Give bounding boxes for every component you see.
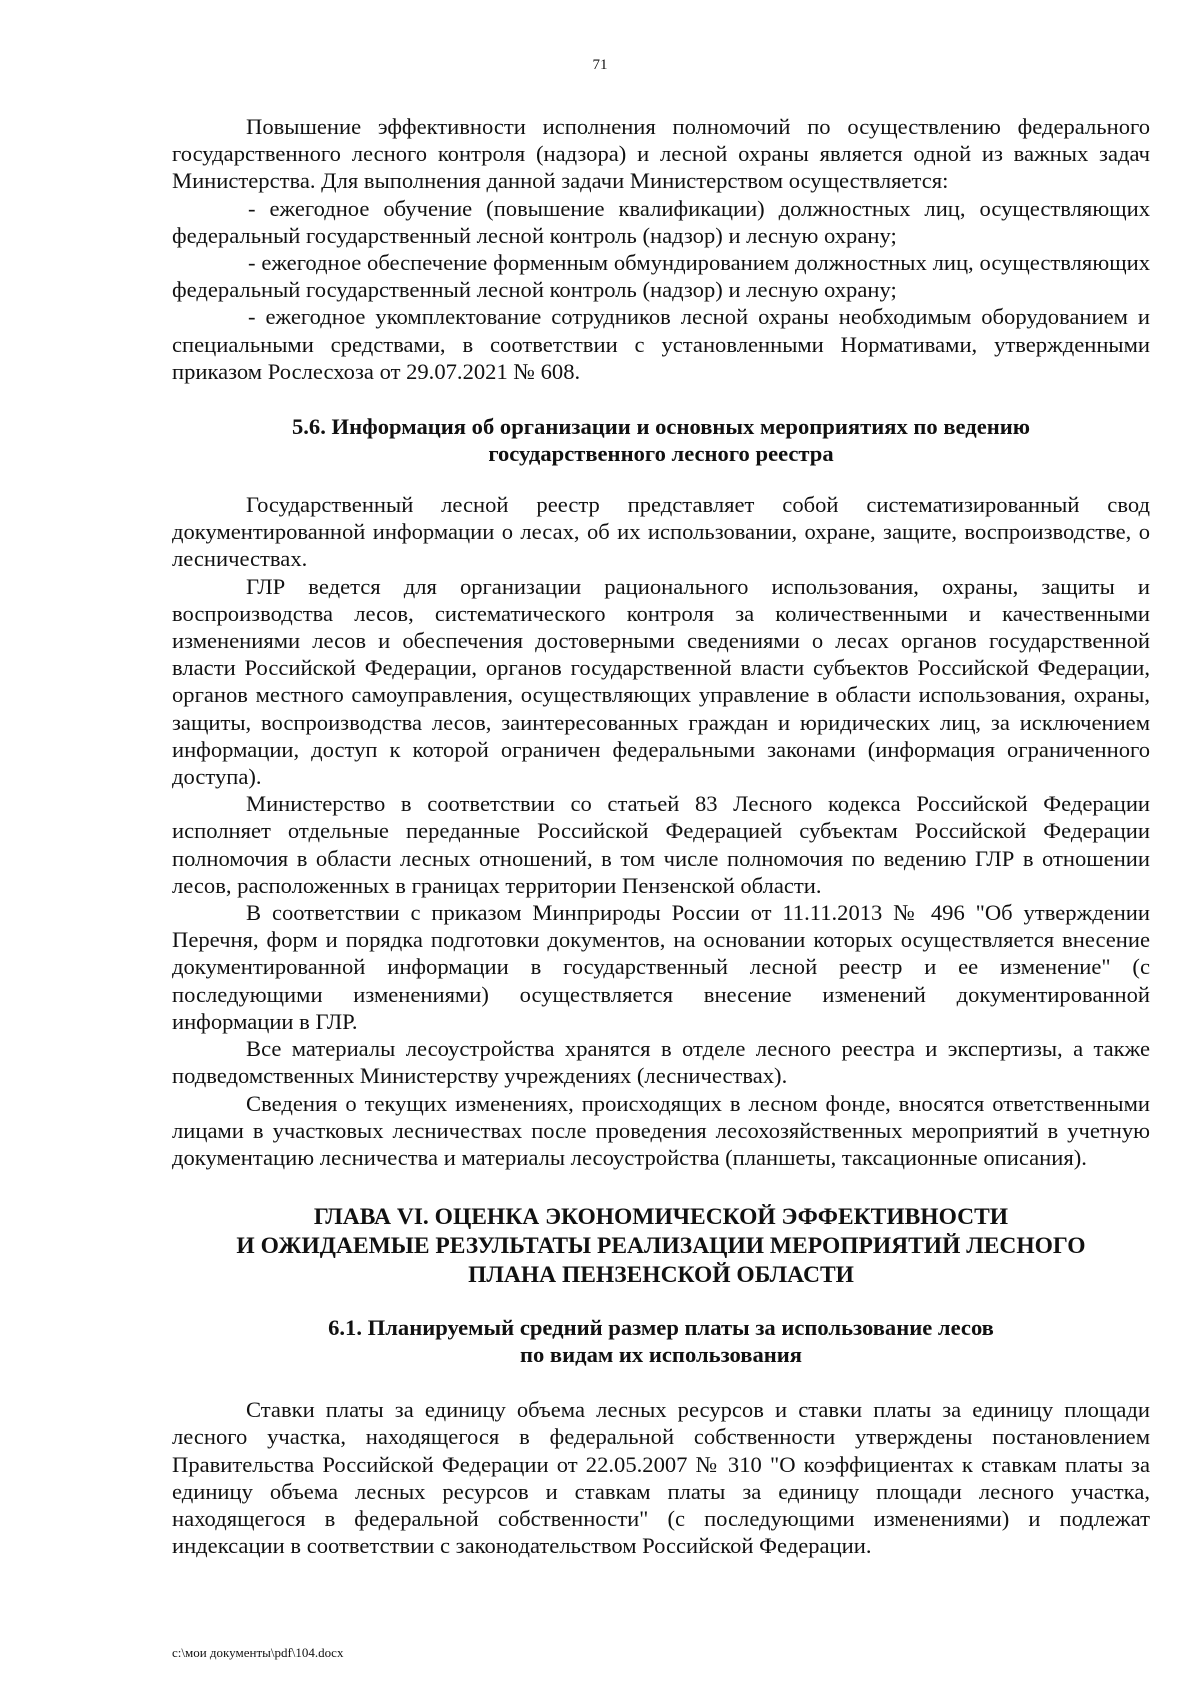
paragraph-payment-rates: Ставки платы за единицу объема лесных ресурсов и ставки платы за единицу площади лесного участка, находящегося в федеральной собственности утверждены постановлением Правительства Российской Федерации от 22.05.2007 № 310 "О коэффициентах к ставкам платы за единицу объема лесных ресурсов и ставкам платы за единицу площади лесного участка, находящегося в федеральной собственности" (с последующими изменениями) и подлежат индексации в соответствии с законодательством Российской Федерации.	[172, 1397, 1150, 1559]
paragraph-materials-storage: Все материалы лесоустройства хранятся в отделе лесного реестра и экспертизы, а также подведомственных Министерству учреждениях (лесничествах).	[172, 1036, 1150, 1089]
list-item-uniform: - ежегодное обеспечение форменным обмундированием должностных лиц, осуществляющих федеральный государственный лесной контроль (надзор) и лесную охрану;	[172, 250, 1150, 303]
chapter-heading-line1: ГЛАВА VI. ОЦЕНКА ЭКОНОМИЧЕСКОЙ ЭФФЕКТИВНОСТИ	[313, 1204, 1009, 1231]
page-number: 71	[592, 57, 608, 73]
section-heading-6-1-line1: 6.1. Планируемый средний размер платы за использование лесов	[328, 1315, 994, 1341]
section-heading-5-6-line2: государственного лесного реестра	[488, 441, 834, 467]
paragraph-glr-purpose: ГЛР ведется для организации рационального использования, охраны, защиты и воспроизводства лесов, систематического контроля за количественными и качественными изменениями лесов и обеспечения достоверными сведениями о лесах органов государственной власти Российской Федерации, органов государственной власти субъектов Российской Федерации, органов местного самоуправления, осуществляющих управление в области использования, охраны, защиты, воспроизводства лесов, заинтересованных граждан и юридических лиц, за исключением информации, доступ к которой ограничен федеральными законами (информация ограниченного доступа).	[172, 573, 1150, 790]
paragraph-ministry-authority: Министерство в соответствии со статьей 83 Лесного кодекса Российской Федерации исполняет отдельные переданные Российской Федерацией субъектам Российской Федерации полномочия в области лесных отношений, в том числе полномочия по ведению ГЛР в отношении лесов, расположенных в границах территории Пензенской области.	[172, 791, 1150, 898]
chapter-heading-line2: И ОЖИДАЕМЫЕ РЕЗУЛЬТАТЫ РЕАЛИЗАЦИИ МЕРОПРИЯТИЙ ЛЕСНОГО	[236, 1233, 1086, 1260]
paragraph-glr-definition: Государственный лесной реестр представляет собой систематизированный свод документированной информации о лесах, об их использовании, охране, защите, воспроизводстве, о лесничествах.	[172, 492, 1150, 572]
paragraph-5-5-intro: Повышение эффективности исполнения полномочий по осуществлению федерального государственного лесного контроля (надзора) и лесной охраны является одной из важных задач Министерства. Для выполнения данной задачи Министерством осуществляется:	[172, 114, 1150, 194]
paragraph-order-496: В соответствии с приказом Минприроды России от 11.11.2013 № 496 "Об утверждении Перечня, форм и порядка подготовки документов, на основании которых осуществляется внесение документированной информации в государственный лесной реестр и ее изменение" (с последующими изменениями) осуществляется внесение изменений документированной информации в ГЛР.	[172, 900, 1150, 1034]
section-heading-6-1	[172, 1314, 1150, 1368]
paragraph-current-changes: Сведения о текущих изменениях, происходящих в лесном фонде, вносятся ответственными лицами в участковых лесничествах после проведения лесохозяйственных мероприятий в учетную документацию лесничества и материалы лесоустройства (планшеты, таксационные описания).	[172, 1090, 1150, 1170]
list-item-training: - ежегодное обучение (повышение квалификации) должностных лиц, осуществляющих федеральный государственный лесной контроль (надзор) и лесную охрану;	[172, 195, 1150, 248]
section-heading-6-1-line2: по видам их использования	[519, 1342, 803, 1368]
page-content	[172, 113, 1150, 1559]
list-item-equipment: - ежегодное укомплектование сотрудников лесной охраны необходимым оборудованием и специальными средствами, в соответствии с установленными Нормативами, утвержденными приказом Рослесхоза от 29.07.2021 № 608.	[172, 304, 1150, 384]
footer-file-path: c:\мои документы\pdf\104.docx	[172, 1645, 344, 1660]
chapter-heading-line3: ПЛАНА ПЕНЗЕНСКОЙ ОБЛАСТИ	[468, 1262, 854, 1289]
section-heading-5-6	[172, 413, 1150, 467]
section-heading-5-6-line1: 5.6. Информация об организации и основных мероприятиях по ведению	[291, 414, 1031, 440]
chapter-heading-6	[172, 1203, 1150, 1290]
